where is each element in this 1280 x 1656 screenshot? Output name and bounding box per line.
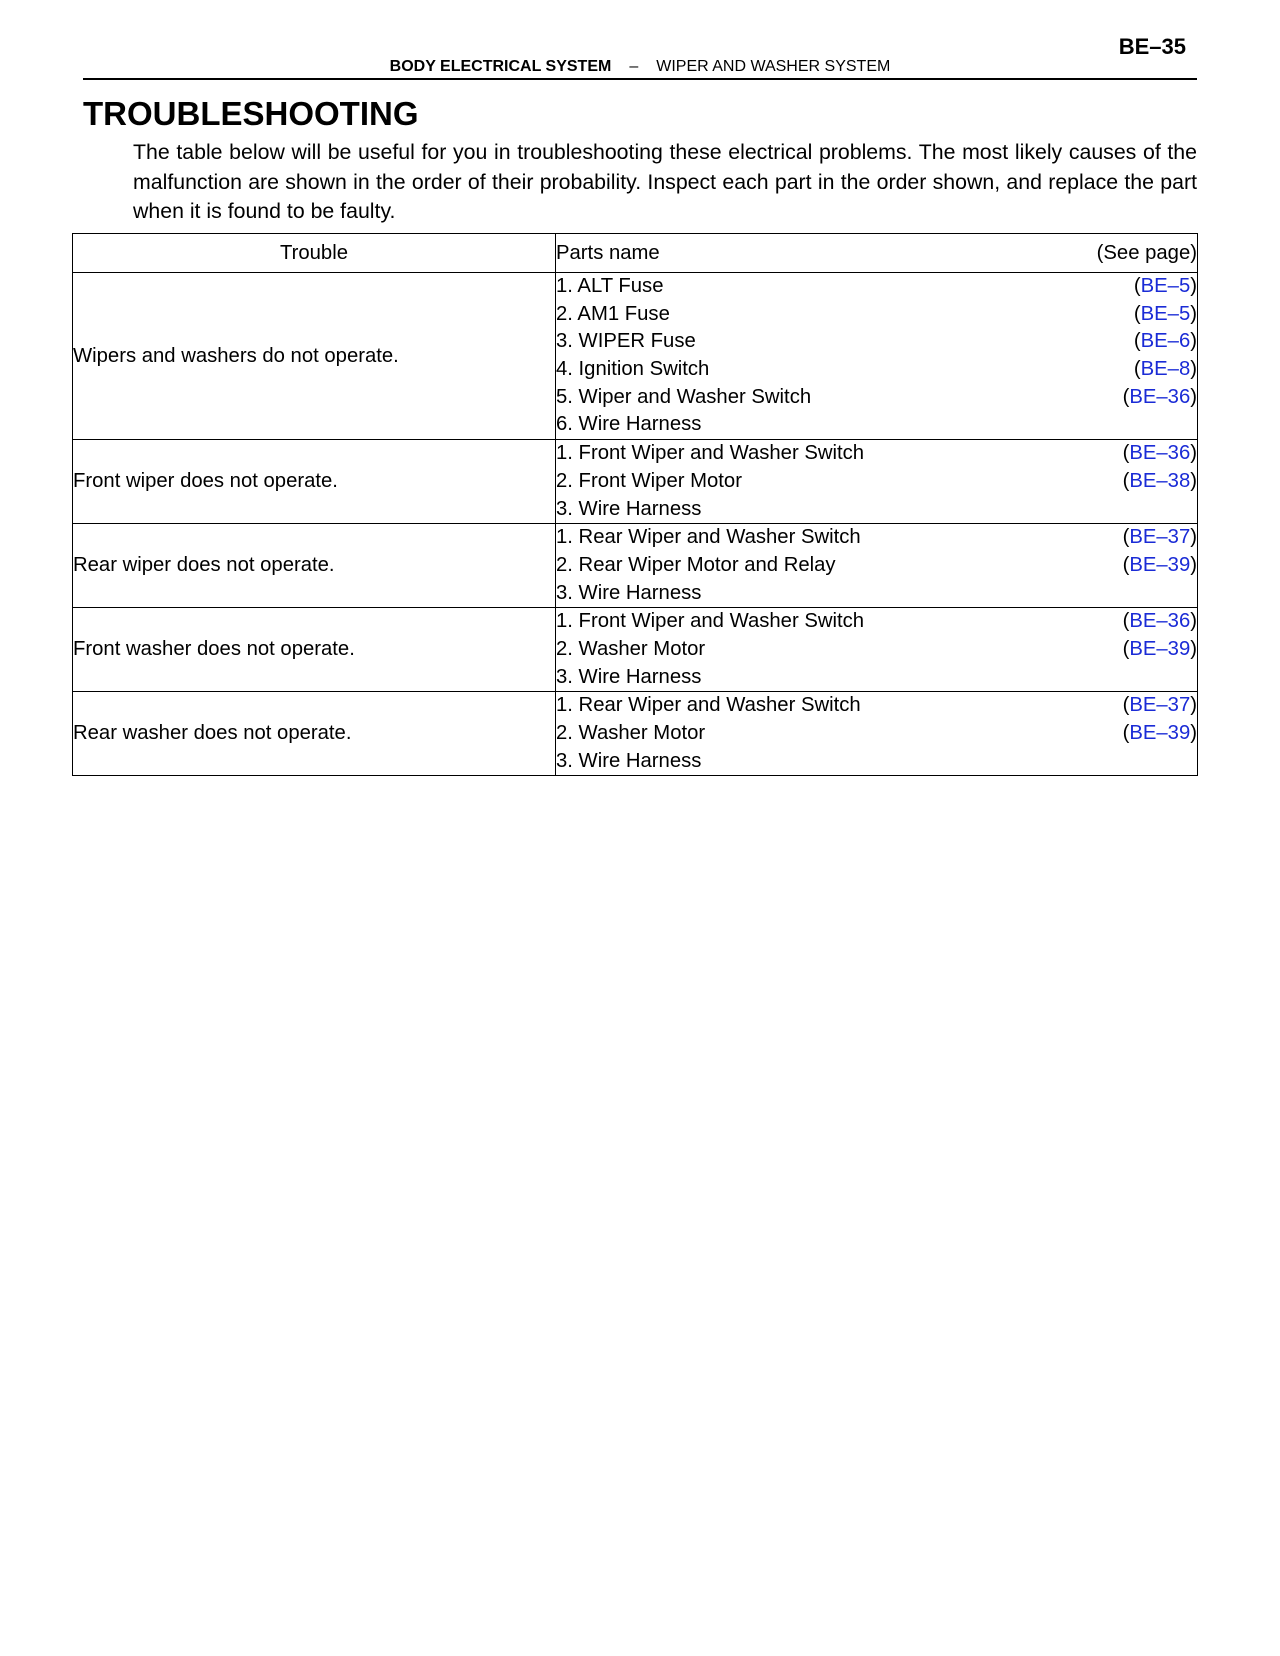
- part-name: 5. Wiper and Washer Switch: [556, 385, 812, 408]
- header-rule: [83, 78, 1197, 80]
- running-header: [0, 58, 1280, 76]
- page-reference: (BE–39): [1122, 553, 1197, 576]
- intro-paragraph: The table below will be useful for you in troubleshooting these electrical problems. The most likely causes of the malfunction are shown in the order of their probability. Inspect each part in the order shown, and replace the part when it is found to be faulty.: [133, 140, 1197, 223]
- part-name: 1. ALT Fuse: [556, 275, 664, 297]
- troubleshooting-table: [72, 233, 1198, 776]
- part-item: [556, 468, 1197, 496]
- part-item: [556, 411, 1197, 439]
- section-title: BODY ELECTRICAL SYSTEM: [389, 58, 612, 75]
- header-separator: –: [629, 58, 639, 75]
- part-name: 2. Washer Motor: [556, 637, 706, 660]
- table-row: [73, 608, 1198, 692]
- part-item: [556, 720, 1197, 748]
- page-reference-link[interactable]: BE–6: [1140, 330, 1191, 353]
- trouble-cell: Wipers and washers do not operate.: [73, 273, 556, 440]
- part-name: 1. Front Wiper and Washer Switch: [556, 442, 865, 465]
- part-item: [556, 608, 1197, 636]
- parts-cell: [556, 608, 1198, 692]
- page-reference-link[interactable]: BE–5: [1140, 302, 1191, 325]
- page-reference: (BE–37): [1122, 694, 1197, 717]
- page-reference: (BE–39): [1122, 637, 1197, 660]
- page-number: BE–35: [1118, 34, 1186, 59]
- table-row: [73, 440, 1198, 524]
- part-name: 1. Front Wiper and Washer Switch: [556, 610, 865, 633]
- part-item: [556, 524, 1197, 552]
- parts-cell: [556, 440, 1198, 524]
- page-reference-link[interactable]: BE–39: [1129, 722, 1191, 744]
- part-name: 1. Rear Wiper and Washer Switch: [556, 694, 861, 717]
- part-name: 1. Rear Wiper and Washer Switch: [556, 526, 861, 549]
- header-parts: [556, 234, 1198, 273]
- part-item: [556, 301, 1197, 329]
- part-item: [556, 496, 1197, 524]
- part-item: [556, 328, 1197, 356]
- part-name: 3. WIPER Fuse: [556, 330, 696, 353]
- table-header-row: [73, 234, 1198, 273]
- page-reference-link[interactable]: BE–36: [1129, 610, 1191, 633]
- part-item: [556, 636, 1197, 664]
- page-reference-link[interactable]: BE–39: [1129, 637, 1191, 660]
- part-name: 2. Front Wiper Motor: [556, 469, 742, 492]
- table-body: [73, 273, 1198, 776]
- page-reference-link[interactable]: BE–39: [1129, 553, 1191, 576]
- page-reference-link[interactable]: BE–5: [1140, 275, 1191, 297]
- part-name: 6. Wire Harness: [556, 413, 702, 436]
- part-item: [556, 692, 1197, 720]
- page-reference: (BE–5): [1133, 275, 1197, 297]
- part-name: 2. Washer Motor: [556, 722, 706, 744]
- table-row: [73, 524, 1198, 608]
- page-reference: (BE–37): [1122, 526, 1197, 549]
- parts-cell: [556, 692, 1198, 776]
- page-reference-link[interactable]: BE–36: [1129, 385, 1191, 408]
- page-reference: (BE–6): [1133, 330, 1197, 353]
- header-see-page: (See page): [1096, 241, 1197, 264]
- part-name: 4. Ignition Switch: [556, 358, 710, 381]
- page-reference: (BE–8): [1133, 358, 1197, 381]
- header-trouble: Trouble: [73, 234, 556, 273]
- part-name: 3. Wire Harness: [556, 665, 702, 688]
- part-name: 3. Wire Harness: [556, 497, 702, 520]
- page-reference-link[interactable]: BE–8: [1140, 358, 1191, 381]
- parts-cell: [556, 273, 1198, 440]
- page-reference: (BE–36): [1122, 385, 1197, 408]
- part-item: [556, 273, 1197, 301]
- part-item: [556, 440, 1197, 468]
- part-name: 3. Wire Harness: [556, 749, 702, 772]
- parts-cell: [556, 524, 1198, 608]
- page-reference: (BE–36): [1122, 610, 1197, 633]
- page-reference-link[interactable]: BE–37: [1129, 694, 1191, 717]
- part-name: 3. Wire Harness: [556, 581, 702, 604]
- part-item: [556, 552, 1197, 580]
- page-reference: (BE–36): [1122, 442, 1197, 465]
- part-item: [556, 580, 1197, 608]
- trouble-cell: Front washer does not operate.: [73, 608, 556, 692]
- page-reference: (BE–38): [1122, 469, 1197, 492]
- page-reference: (BE–5): [1133, 302, 1197, 325]
- part-item: [556, 664, 1197, 692]
- table-row: [73, 273, 1198, 440]
- trouble-cell: Rear washer does not operate.: [73, 692, 556, 776]
- page-title: TROUBLESHOOTING: [83, 95, 419, 132]
- part-name: 2. Rear Wiper Motor and Relay: [556, 553, 836, 576]
- trouble-cell: Rear wiper does not operate.: [73, 524, 556, 608]
- part-name: 2. AM1 Fuse: [556, 302, 670, 325]
- page-reference-link[interactable]: BE–38: [1129, 469, 1191, 492]
- page-reference-link[interactable]: BE–36: [1129, 442, 1191, 465]
- table-row: [73, 692, 1198, 776]
- part-item: [556, 384, 1197, 412]
- part-item: [556, 748, 1197, 776]
- page-reference: (BE–39): [1122, 722, 1197, 744]
- header-parts-name: Parts name: [556, 241, 660, 264]
- page-reference-link[interactable]: BE–37: [1129, 526, 1191, 549]
- trouble-cell: Front wiper does not operate.: [73, 440, 556, 524]
- subsection-title: WIPER AND WASHER SYSTEM: [656, 58, 891, 75]
- part-item: [556, 356, 1197, 384]
